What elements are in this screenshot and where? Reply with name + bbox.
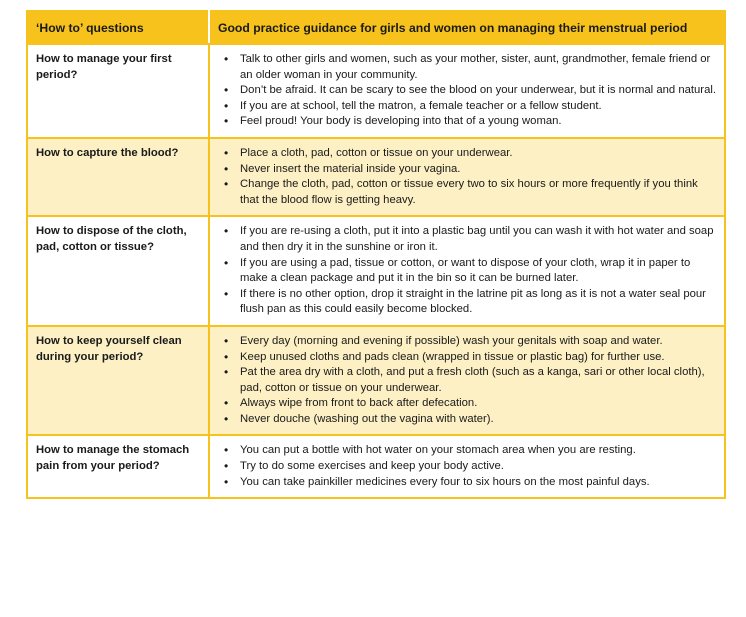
list-item: • Never insert the material inside your vagina.	[218, 162, 716, 178]
guidance-list	[218, 443, 716, 490]
list-item: • Change the cloth, pad, cotton or tissue every two to six hours or more frequently if you think that the blood flow is getting heavy.	[218, 177, 716, 208]
guidance-cell	[209, 44, 725, 138]
list-item: • If you are at school, tell the matron, a female teacher or a fellow student.	[218, 99, 716, 115]
guidance-cell	[209, 326, 725, 436]
question-cell: How to capture the blood?	[27, 138, 209, 216]
table-header-row	[27, 11, 725, 44]
list-item: • Don’t be afraid. It can be scary to see the blood on your underwear, but it is normal and natural.	[218, 83, 716, 99]
guidance-cell	[209, 435, 725, 498]
guidance-cell	[209, 138, 725, 216]
table-row	[27, 44, 725, 138]
header-questions: ‘How to’ questions	[27, 11, 209, 44]
list-item: • You can put a bottle with hot water on your stomach area when you are resting.	[218, 443, 716, 459]
list-item: • You can take painkiller medicines every four to six hours on the most painful days.	[218, 475, 716, 491]
table-row	[27, 138, 725, 216]
guidance-list	[218, 224, 716, 318]
list-item: • Place a cloth, pad, cotton or tissue on your underwear.	[218, 146, 716, 162]
list-item: • Pat the area dry with a cloth, and put a fresh cloth (such as a kanga, sari or other local cloth), pad, cotton or tissue on your underwear.	[218, 365, 716, 396]
table-row	[27, 326, 725, 436]
table-row	[27, 435, 725, 498]
list-item: • Always wipe from front to back after defecation.	[218, 396, 716, 412]
question-cell: How to keep yourself clean during your period?	[27, 326, 209, 436]
list-item: • Try to do some exercises and keep your body active.	[218, 459, 716, 475]
list-item: • If you are using a pad, tissue or cotton, or want to dispose of your cloth, wrap it in paper to make a clean package and put it in the bin so it can be burned later.	[218, 256, 716, 287]
question-cell: How to dispose of the cloth, pad, cotton or tissue?	[27, 216, 209, 326]
table-row	[27, 216, 725, 326]
list-item: • Feel proud! Your body is developing into that of a young woman.	[218, 114, 716, 130]
list-item: • If there is no other option, drop it straight in the latrine pit as long as it is not a water seal pour flush pan as this could easily become blocked.	[218, 287, 716, 318]
question-cell: How to manage your first period?	[27, 44, 209, 138]
guidance-table	[26, 10, 726, 499]
guidance-list	[218, 52, 716, 130]
guidance-cell	[209, 216, 725, 326]
list-item: • If you are re-using a cloth, put it into a plastic bag until you can wash it with hot water and soap and then dry it in the sunshine or iron it.	[218, 224, 716, 255]
question-cell: How to manage the stomach pain from your period?	[27, 435, 209, 498]
guidance-list	[218, 334, 716, 428]
guidance-list	[218, 146, 716, 208]
list-item: • Never douche (washing out the vagina with water).	[218, 412, 716, 428]
list-item: • Talk to other girls and women, such as your mother, sister, aunt, grandmother, female friend or an older woman in your community.	[218, 52, 716, 83]
list-item: • Keep unused cloths and pads clean (wrapped in tissue or plastic bag) for further use.	[218, 350, 716, 366]
list-item: • Every day (morning and evening if possible) wash your genitals with soap and water.	[218, 334, 716, 350]
header-guidance: Good practice guidance for girls and women on managing their menstrual period	[209, 11, 725, 44]
